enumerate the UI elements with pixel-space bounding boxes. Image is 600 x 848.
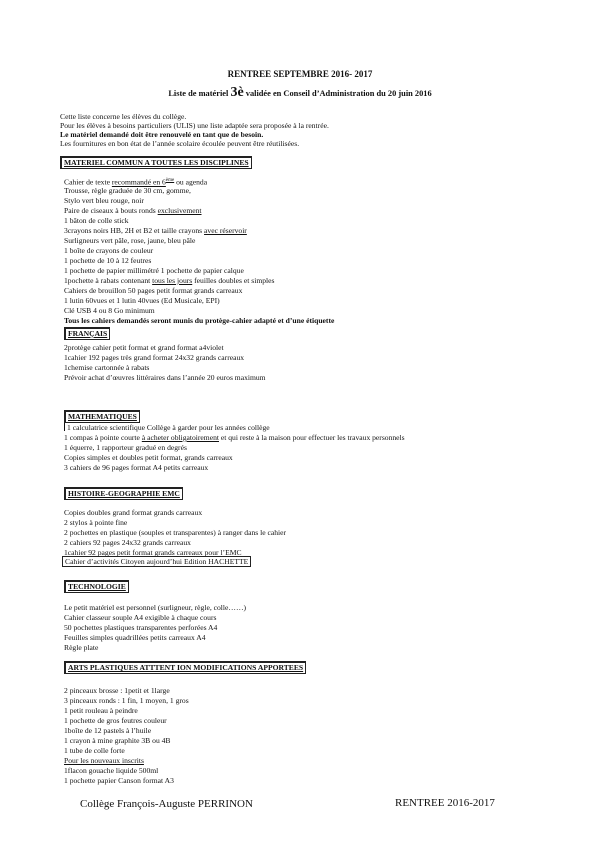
subtitle-suffix: validée en Conseil d’Administration du 20 juin 2016 xyxy=(243,89,432,98)
text-cursor-mark xyxy=(64,423,65,431)
techno-line-3: 50 pochettes plastiques transparentes perforées A4 xyxy=(64,623,218,632)
maths-line-1-text: 1 calculatrice scientifique Collège à garder pour les années collège xyxy=(67,423,270,432)
histoire-line-2: 2 stylos à pointe fine xyxy=(64,518,128,527)
arts-line-4: 1 pochette de gros feutres couleur xyxy=(64,716,167,725)
maths-line-1 xyxy=(64,423,270,432)
commun-crayons-b: avec réservoir xyxy=(204,226,247,235)
section-header-commun: MATERIEL COMMUN A TOUTES LES DISCIPLINES xyxy=(60,156,252,169)
maths-line-2-c: et qui reste à la maison pour effectuer les travaux personnels xyxy=(218,433,405,442)
commun-item-brouillon: Cahiers de brouillon 50 pages petit format grands carreaux xyxy=(64,286,243,295)
francais-line-1: 2protège cahier petit format et grand format a4violet xyxy=(64,343,224,352)
intro-line-2: Pour les élèves à besoins particuliers (ULIS) une liste adaptée sera proposée à la rentrée. xyxy=(60,121,329,130)
maths-line-4: Copies simples et doubles petit format, grands carreaux xyxy=(64,453,233,462)
histoire-line-5-a: 1cahier 92 pages petit format grands carreaux xyxy=(64,548,203,557)
commun-item-rabats xyxy=(64,276,275,285)
section-header-techno: TECHNOLOGIE xyxy=(64,580,129,593)
commun-rabats-b: tous les jours xyxy=(152,276,193,285)
commun-item-feutres: 1 pochette de 10 à 12 feutres xyxy=(64,256,152,265)
arts-line-8: Pour les nouveaux inscrits xyxy=(64,756,144,765)
techno-line-1: Le petit matériel est personnel (surligneur, règle, colle……) xyxy=(64,603,247,612)
arts-line-10: 1 pochette papier Canson format A3 xyxy=(64,776,174,785)
arts-line-9: 1flacon gouache liquide 500ml xyxy=(64,766,159,775)
commun-ciseaux-b: exclusivement xyxy=(157,206,202,215)
maths-line-3: 1 équerre, 1 rapporteur gradué en degrés xyxy=(64,443,187,452)
section-header-histoire: HISTOIRE-GEOGRAPHIE EMC xyxy=(64,487,183,500)
arts-line-3: 1 petit rouleau à peindre xyxy=(64,706,138,715)
subtitle-prefix: Liste de matériel xyxy=(168,89,231,98)
commun-ciseaux-a: Paire de ciseaux à bouts ronds xyxy=(64,206,158,215)
maths-line-2-a: 1 compas à pointe courte xyxy=(64,433,142,442)
commun-item-stylo: Stylo vert bleu rouge, noir xyxy=(64,196,144,205)
commun-cahier-sup: ème xyxy=(165,178,175,183)
commun-item-surligneurs: Surligneurs vert pâle, rose, jaune, bleu pâle xyxy=(64,236,196,245)
arts-line-1: 2 pinceaux brosse : 1petit et 1large xyxy=(64,686,170,695)
histoire-line-4: 2 cahiers 92 pages 24x32 grands carreaux xyxy=(64,538,191,547)
arts-line-2: 3 pinceaux ronds : 1 fin, 1 moyen, 1 gros xyxy=(64,696,189,705)
page-subtitle xyxy=(0,85,600,101)
footer-school-name: Collège François-Auguste PERRINON xyxy=(80,798,253,810)
page-title: RENTREE SEPTEMBRE 2016- 2017 xyxy=(227,69,373,79)
francais-line-3: 1chemise cartonnée à rabats xyxy=(64,363,150,372)
intro-line-4: Les fournitures en bon état de l’année scolaire écoulée peuvent être réutilisées. xyxy=(60,139,300,148)
commun-item-boite: 1 boîte de crayons de couleur xyxy=(64,246,154,255)
commun-item-colle: 1 bâton de colle stick xyxy=(64,216,129,225)
arts-line-6: 1 crayon à mine graphite 3B ou 4B xyxy=(64,736,171,745)
commun-cahier-b: recommandé en 6 xyxy=(111,177,166,187)
commun-note: Tous les cahiers demandés seront munis du protège-cahier adapté et d’une étiquette xyxy=(64,316,335,325)
commun-item-ciseaux xyxy=(64,206,202,215)
intro-line-3: Le matériel demandé doit être renouvelé en tant que de besoin. xyxy=(60,130,264,139)
maths-line-5: 3 cahiers de 96 pages format A4 petits carreaux xyxy=(64,463,209,472)
intro-line-1: Cette liste concerne les élèves du collège. xyxy=(60,112,187,121)
maths-line-2-b: à acheter obligatoirement xyxy=(141,433,219,442)
commun-item-lutin: 1 lutin 60vues et 1 lutin 40vues (Ed Musicale, EPI) xyxy=(64,296,220,305)
techno-line-2: Cahier classeur souple A4 exigible à chaque cours xyxy=(64,613,217,622)
techno-line-4: Feuilles simples quadrillées petits carreaux A4 xyxy=(64,633,206,642)
commun-rabats-c: feuilles doubles et simples xyxy=(192,276,275,285)
commun-cahier-c: ou agenda xyxy=(174,177,208,187)
commun-item-crayons xyxy=(64,226,247,235)
commun-crayons-a: 3crayons noirs HB, 2H et B2 et taille crayons xyxy=(64,226,205,235)
section-header-arts: ARTS PLASTIQUES ATTTENT ION MODIFICATIONS APPORTEES xyxy=(64,661,306,674)
commun-item-millimetre: 1 pochette de papier millimétré 1 pochette de papier calque xyxy=(64,266,244,275)
histoire-line-1: Copies doubles grand format grands carreaux xyxy=(64,508,203,517)
section-header-maths: MATHEMATIQUES xyxy=(64,410,140,423)
histoire-line-6: Cahier d’activités Citoyen aujourd’hui Edition HACHETTE xyxy=(62,556,251,567)
techno-line-5: Règle plate xyxy=(64,643,99,652)
section-header-francais: FRANÇAIS xyxy=(64,327,110,340)
subtitle-level: 3è xyxy=(230,85,244,100)
commun-item-cahier xyxy=(64,176,207,187)
histoire-line-5-b: pour l’EMC xyxy=(202,548,242,557)
commun-item-trousse: Trousse, règle graduée de 30 cm, gomme, xyxy=(64,186,191,195)
francais-line-2: 1cahier 192 pages très grand format 24x32 grands carreaux xyxy=(64,353,245,362)
commun-cahier-a: Cahier de texte xyxy=(64,177,112,187)
maths-line-2 xyxy=(64,433,405,442)
commun-rabats-a: 1pochette à rabats contenant xyxy=(64,276,153,285)
arts-line-7: 1 tube de colle forte xyxy=(64,746,125,755)
arts-line-5: 1boîte de 12 pastels à l’huile xyxy=(64,726,152,735)
histoire-line-3: 2 pochettes en plastique (souples et transparentes) à ranger dans le cahier xyxy=(64,528,287,537)
footer-school-year: RENTREE 2016-2017 xyxy=(395,797,495,809)
commun-item-cle: Clé USB 4 ou 8 Go minimum xyxy=(64,306,155,315)
francais-line-4: Prévoir achat d’œuvres littéraires dans l’année 20 euros maximum xyxy=(64,373,266,382)
